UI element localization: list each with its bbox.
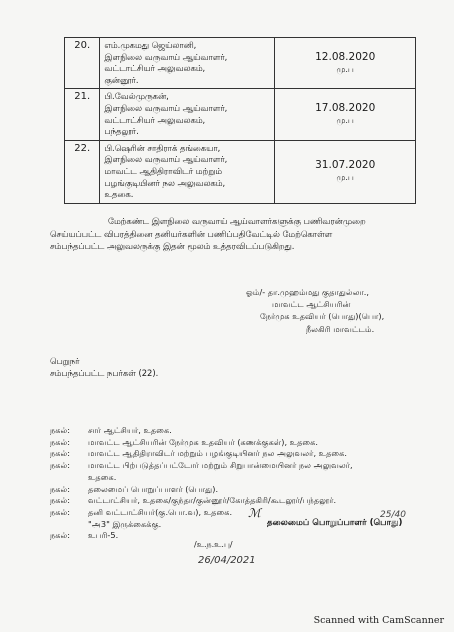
list-item: நகல்: சார் ஆட்சியர், உதகை. <box>50 425 172 435</box>
scanner-watermark: Scanned with CamScanner <box>313 615 444 626</box>
recipient-block: பெறுநர் சம்பந்தப்பட்ட நபர்கள் (22). <box>50 356 159 378</box>
records-table <box>64 37 416 204</box>
list-item: நகல்: உபரி-5. <box>50 530 119 541</box>
handwritten-date: 26/04/2021 <box>198 555 256 566</box>
row-details: எம்.முகமது ஜெய்லானி, இளநிலை வருவாய் ஆய்வாளர், வட்டாட்சியர் அலுவலகம், குன்னூர். <box>100 38 275 89</box>
row-number: 20. <box>65 38 100 89</box>
row-number: 22. <box>65 140 100 203</box>
list-item: உதகை. <box>88 471 117 482</box>
list-item: நகல்: மாவட்ட ஆதிதிராவிடர் மற்றும் பழங்குடியினர் நல அலுவலர், உதகை. <box>50 448 347 459</box>
list-item: நகல்: மாவட்ட ஆட்சியரின் நேர்முக உதவியர் (கணக்குகள்), உதகை. <box>50 436 319 447</box>
body-paragraph: மேற்கண்ட இளநிலை வருவாய் ஆய்வாளர்களுக்கு பணிவரன்முறை செய்யப்பட்ட விபரத்தினை தனியர்களின் பணிப்பதிவேட்டில் மேற்கொள்ள சம்பந்தப்பட்ட அலுவலருக்கு இதன் மூலம் உத்தரவிடப்படுகிறது. <box>50 216 366 251</box>
list-item: நகல்: மாவட்ட பிற்படுத்தப்பட்டோர் மற்றும் சிறுபான்மையினர் நல அலுவலர், <box>50 460 353 471</box>
office-stamp: தலைமைப் பொறுப்பாளர் (பொது) <box>267 518 403 528</box>
row-date: 17.08.2020 மு.ப <box>275 89 416 140</box>
handwritten-signature: ℳ <box>248 506 261 520</box>
table-row <box>65 89 416 140</box>
handwritten-note: 25/40 <box>380 510 406 520</box>
signature-block: ஓம்/- தா.முஹம்மது குதாதுல்லா., மாவட்ட ஆட்சியரின் நேர்முக உதவியர் (பொது)(பொ), நீலகிரி மாவட்டம். <box>246 287 385 334</box>
row-number: 21. <box>65 89 100 140</box>
table-row <box>65 38 416 89</box>
row-details: பி.ஷெரின் சாதிராக் தங்கையா, இளநிலை வருவாய் ஆய்வாளர், மாவட்ட ஆதிதிராவிடர் மற்றும் பழங்குடியினர் நல அலுவலகம், உதகை. <box>100 140 275 203</box>
row-date: 31.07.2020 மு.ப <box>275 140 416 203</box>
list-item: நகல்: தனி வட்டாட்சியர்(கு.பொ.வ), உதகை. <box>50 506 233 517</box>
list-item: "அ3" இருக்கைக்கு. <box>88 518 162 529</box>
list-item: நகல்: தலைமைப் பொறுப்பாளர் (பொது). <box>50 483 219 494</box>
forwarded-mark: /உ.ந.உ.பு/ <box>194 540 233 549</box>
list-item: நகல்: வட்டாட்சியர், உதகை/குந்தா/குன்னூர்/கோத்தகிரி/கூடலூர்/பந்தலூர். <box>50 495 337 506</box>
table-row <box>65 140 416 203</box>
row-date: 12.08.2020 மு.ப <box>275 38 416 89</box>
row-details: பி.வேல்முருகன், இளநிலை வருவாய் ஆய்வாளர், வட்டாட்சியர் அலுவலகம், பந்தலூர். <box>100 89 275 140</box>
